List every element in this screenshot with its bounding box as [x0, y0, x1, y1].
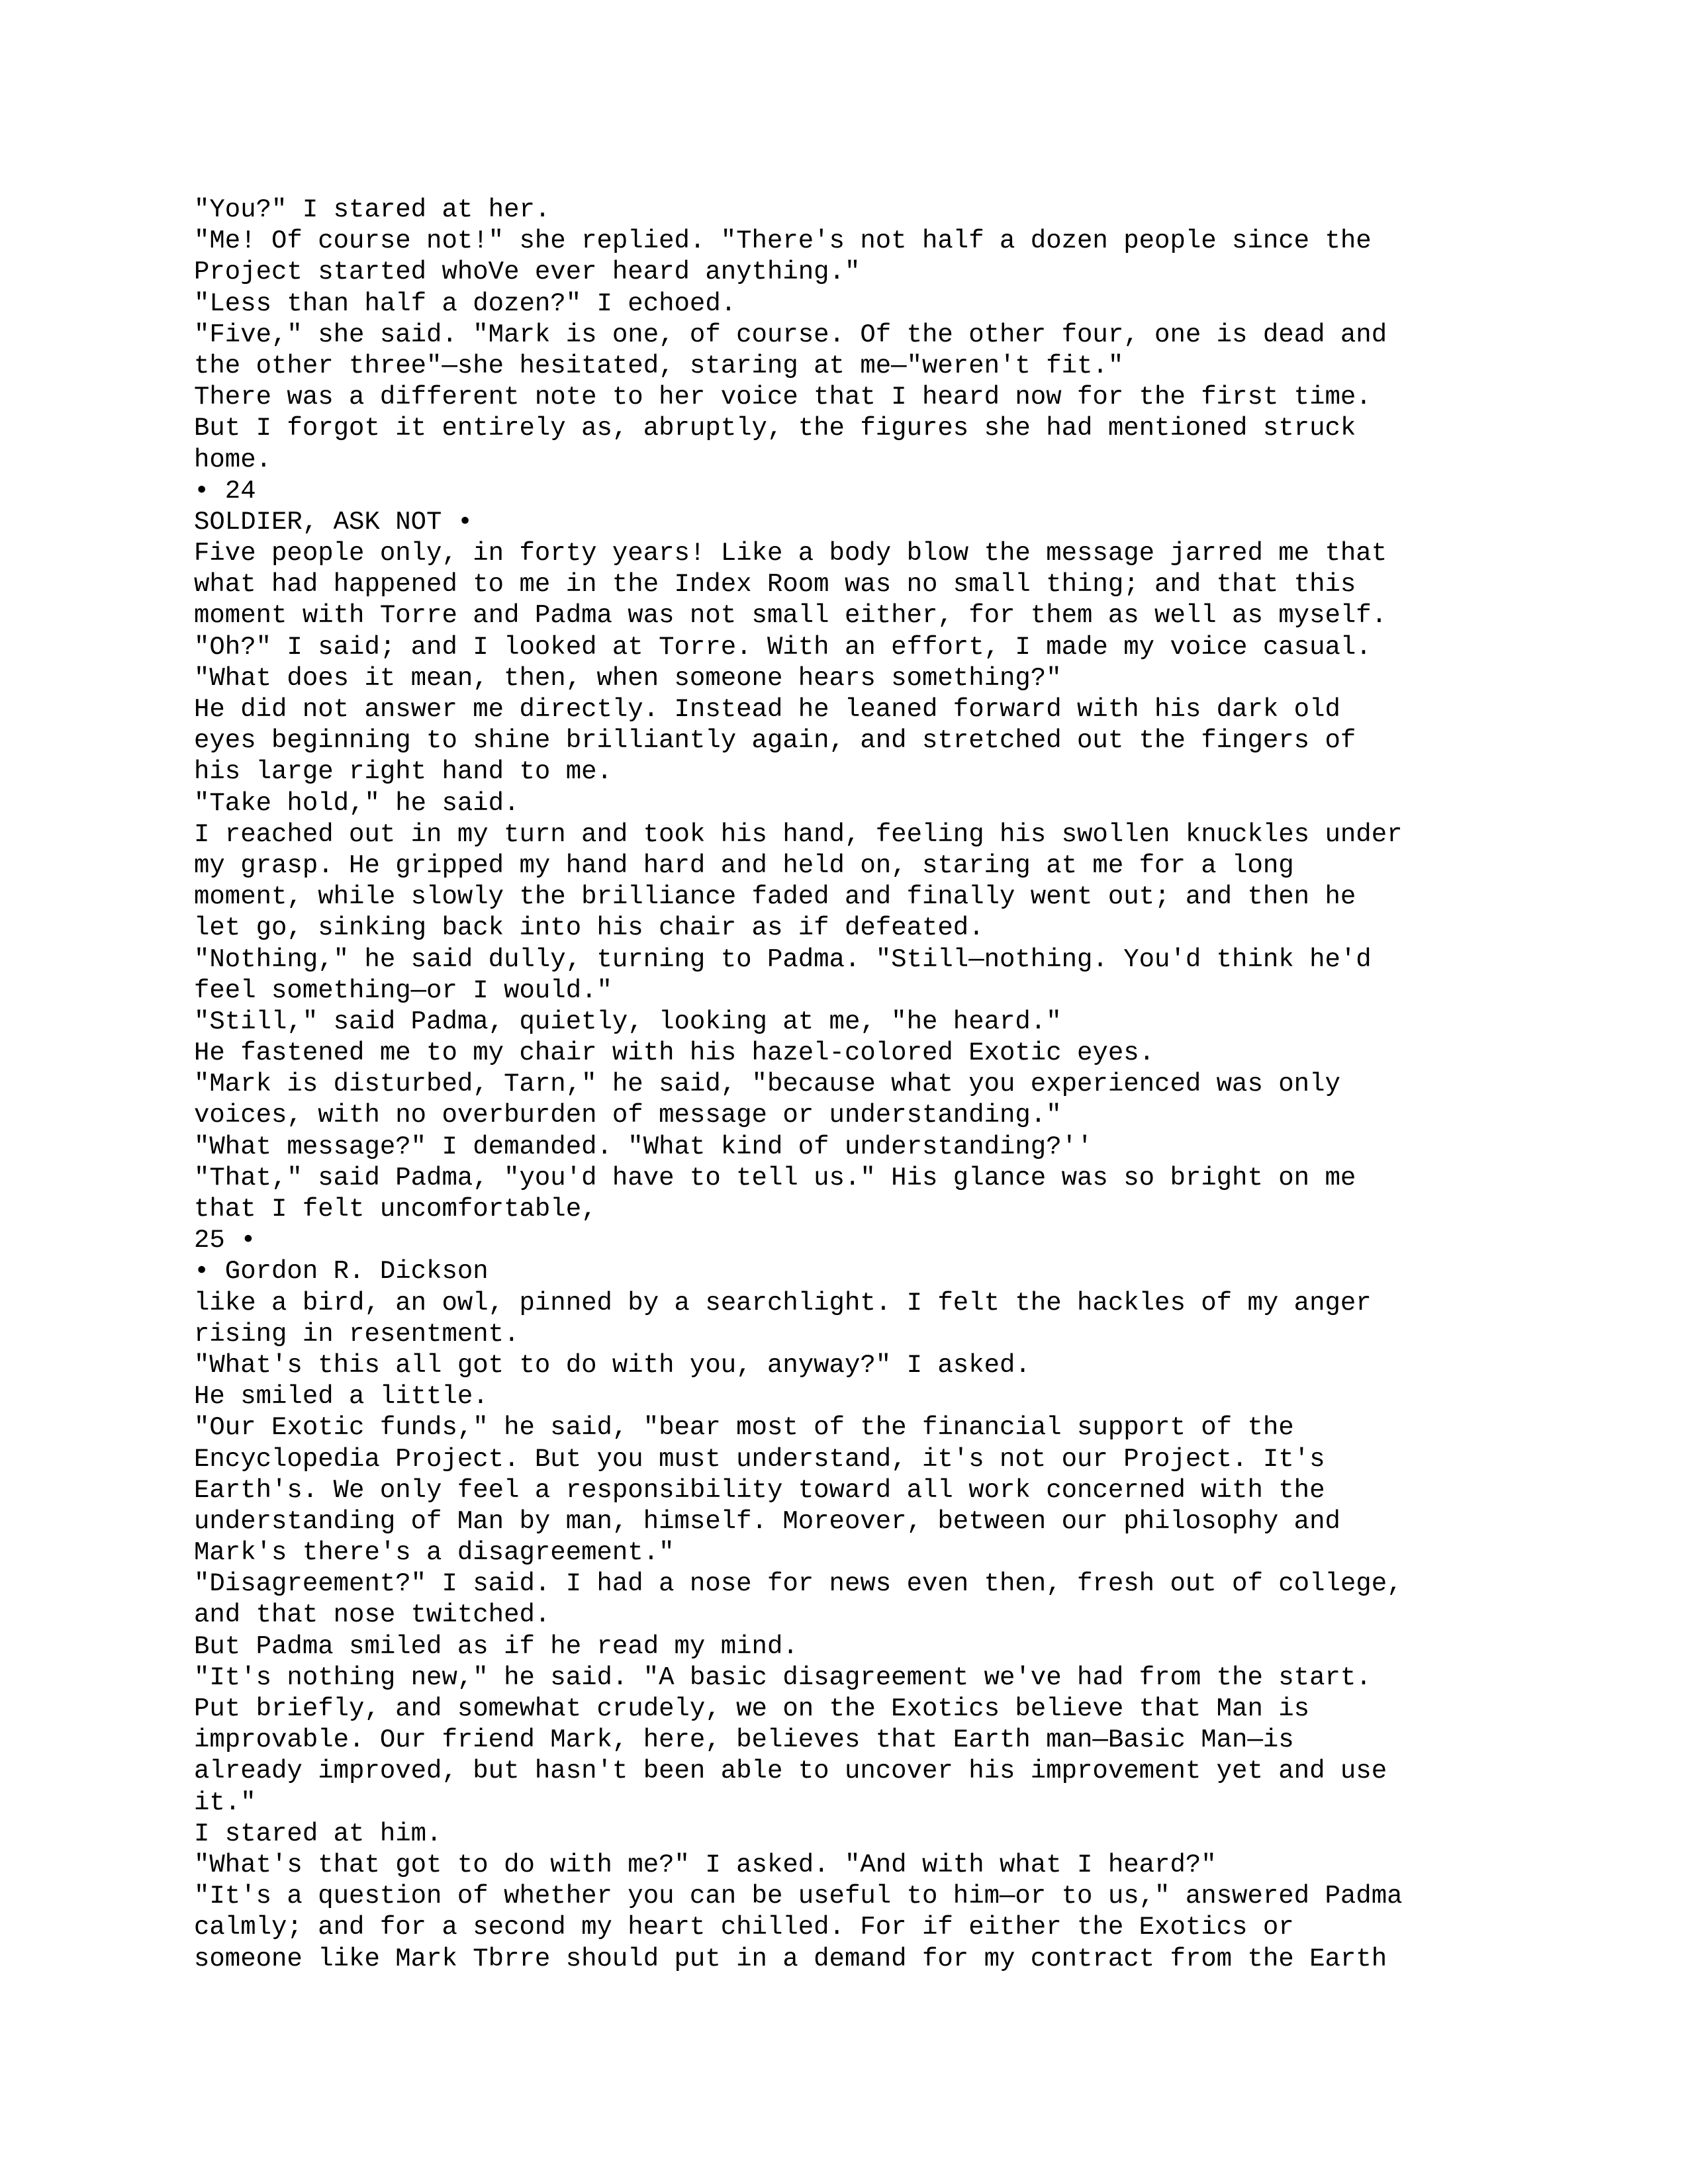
- text-line: "It's a question of whether you can be useful to him—or to us," answered Padma: [194, 1882, 1403, 1911]
- text-line: I stared at him.: [194, 1819, 442, 1848]
- text-line: understanding of Man by man, himself. Moreover, between our philosophy and: [194, 1506, 1340, 1536]
- text-line: "Still," said Padma, quietly, looking at me, "he heard.": [194, 1007, 1062, 1036]
- text-line: Five people only, in forty years! Like a body blow the message jarred me that: [194, 539, 1387, 569]
- text-line: his large right hand to me.: [194, 757, 612, 787]
- text-line: Project started whoVe ever heard anything.": [194, 257, 861, 287]
- text-line: "Five," she said. "Mark is one, of course. Of the other four, one is dead and: [194, 320, 1387, 349]
- text-line: "Me! Of course not!" she replied. "There's not half a dozen people since the: [194, 226, 1372, 256]
- text-line: • Gordon R. Dickson: [194, 1257, 489, 1287]
- text-line: already improved, but hasn't been able to uncover his improvement yet and use: [194, 1756, 1387, 1786]
- text-line: "That," said Padma, "you'd have to tell us." His glance was so bright on me: [194, 1163, 1356, 1193]
- text-line: "What's that got to do with me?" I asked. "And with what I heard?": [194, 1850, 1217, 1880]
- text-line: Put briefly, and somewhat crudely, we on the Exotics believe that Man is: [194, 1694, 1310, 1723]
- text-line: voices, with no overburden of message or understanding.": [194, 1101, 1062, 1130]
- text-line: "Disagreement?" I said. I had a nose for news even then, fresh out of college,: [194, 1569, 1403, 1599]
- text-line: "You?" I stared at her.: [194, 195, 551, 224]
- text-line: it.": [194, 1788, 256, 1817]
- text-line: Earth's. We only feel a responsibility toward all work concerned with the: [194, 1475, 1325, 1505]
- text-line: But I forgot it entirely as, abruptly, the figures she had mentioned struck: [194, 414, 1356, 443]
- text-line: Mark's there's a disagreement.": [194, 1538, 675, 1568]
- text-line: my grasp. He gripped my hand hard and held on, staring at me for a long: [194, 850, 1294, 880]
- text-line: the other three"—she hesitated, staring at me—"weren't fit.": [194, 351, 1124, 381]
- text-line: "Less than half a dozen?" I echoed.: [194, 289, 737, 318]
- text-line: eyes beginning to shine brilliantly again, and stretched out the fingers of: [194, 726, 1356, 756]
- text-line: "Take hold," he said.: [194, 788, 520, 818]
- body-text: [194, 195, 1518, 1975]
- text-line: "Mark is disturbed, Tarn," he said, "because what you experienced was only: [194, 1069, 1340, 1099]
- text-line: that I felt uncomfortable,: [194, 1195, 597, 1224]
- text-line: feel something—or I would.": [194, 976, 612, 1005]
- text-line: • 24: [194, 476, 256, 506]
- text-line: "What's this all got to do with you, anyway?" I asked.: [194, 1350, 1031, 1380]
- text-line: But Padma smiled as if he read my mind.: [194, 1631, 798, 1661]
- text-line: "What message?" I demanded. "What kind of understanding?'': [194, 1132, 1093, 1161]
- text-line: improvable. Our friend Mark, here, believes that Earth man—Basic Man—is: [194, 1725, 1294, 1755]
- text-line: Encyclopedia Project. But you must understand, it's not our Project. It's: [194, 1444, 1325, 1474]
- text-line: "Our Exotic funds," he said, "bear most of the financial support of the: [194, 1413, 1294, 1443]
- text-line: I reached out in my turn and took his hand, feeling his swollen knuckles under: [194, 819, 1403, 849]
- text-line: 25 •: [194, 1226, 256, 1255]
- text-line: "Nothing," he said dully, turning to Padma. "Still—nothing. You'd think he'd: [194, 944, 1372, 974]
- text-line: "What does it mean, then, when someone hears something?": [194, 663, 1062, 693]
- text-line: and that nose twitched.: [194, 1600, 551, 1630]
- text-line: like a bird, an owl, pinned by a searchlight. I felt the hackles of my anger: [194, 1288, 1372, 1318]
- text-line: what had happened to me in the Index Room was no small thing; and that this: [194, 570, 1356, 600]
- text-line: SOLDIER, ASK NOT •: [194, 507, 473, 537]
- text-line: someone like Mark Tbrre should put in a demand for my contract from the Earth: [194, 1944, 1387, 1974]
- text-line: He did not answer me directly. Instead he leaned forward with his dark old: [194, 695, 1340, 724]
- text-line: home.: [194, 445, 272, 475]
- text-line: calmly; and for a second my heart chilled. For if either the Exotics or: [194, 1913, 1294, 1942]
- text-line: He fastened me to my chair with his hazel-colored Exotic eyes.: [194, 1038, 1155, 1068]
- text-line: There was a different note to her voice that I heard now for the first time.: [194, 383, 1372, 412]
- text-line: He smiled a little.: [194, 1382, 489, 1412]
- text-line: moment, while slowly the brilliance faded and finally went out; and then he: [194, 882, 1356, 912]
- text-line: "It's nothing new," he said. "A basic disagreement we've had from the start.: [194, 1662, 1372, 1692]
- text-line: let go, sinking back into his chair as if defeated.: [194, 913, 984, 943]
- text-line: moment with Torre and Padma was not small either, for them as well as myself.: [194, 601, 1387, 631]
- text-line: "Oh?" I said; and I looked at Torre. With an effort, I made my voice casual.: [194, 632, 1372, 662]
- text-line: rising in resentment.: [194, 1319, 520, 1349]
